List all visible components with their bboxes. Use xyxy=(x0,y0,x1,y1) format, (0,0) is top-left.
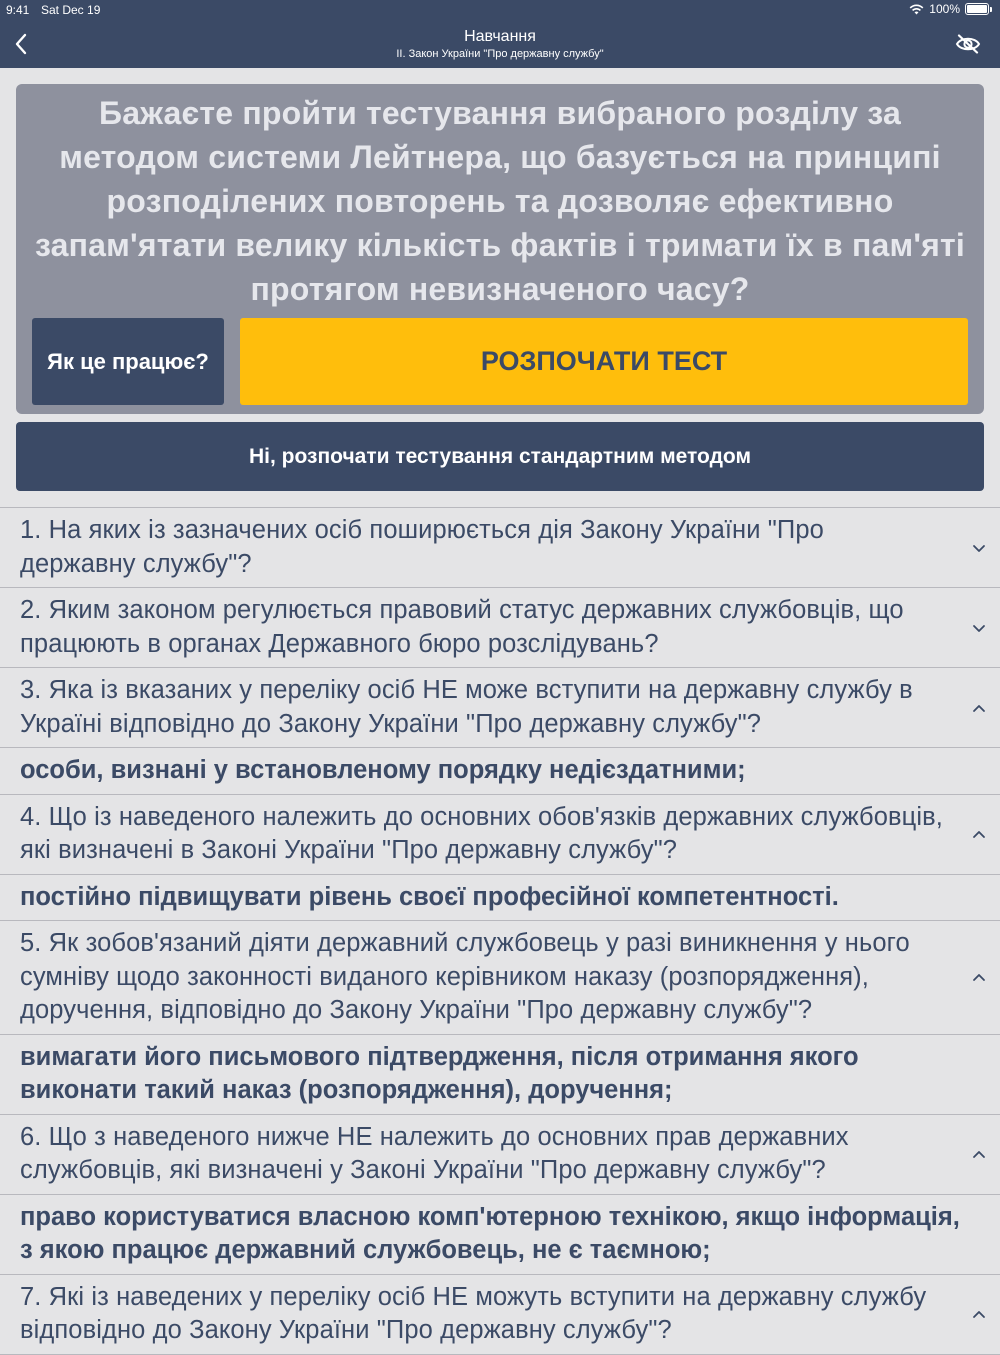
status-right xyxy=(909,2,992,16)
question-list xyxy=(0,507,1000,1355)
question-row[interactable] xyxy=(0,508,1000,588)
answer-text: постійно підвищувати рівень своєї професійної компетентності. xyxy=(20,882,839,911)
chevron-down-icon xyxy=(972,541,986,555)
answer-row xyxy=(0,1035,1000,1115)
answer-row xyxy=(0,875,1000,922)
question-text: 7. Які із наведених у переліку осіб НЕ можуть вступити на державну службу відповідно до Закону України "Про державну службу"? xyxy=(20,1282,927,1344)
question-text: 3. Яка із вказаних у переліку осіб НЕ може вступити на державну службу в Україні відповідно до Закону України "Про державну службу"? xyxy=(20,676,913,738)
leitner-prompt-text: Бажаєте пройти тестування вибраного розділу за методом системи Лейтнера, що базується на принципі розподілених повторень та дозволяє ефективно запам'ятати велику кількість фактів і тримати їх в пам'яті протягом невизначеного часу? xyxy=(34,95,966,307)
question-text: 4. Що із наведеного належить до основних обов'язків державних службовців, які визначені в Законі України "Про державну службу"? xyxy=(20,802,943,864)
chevron-up-icon xyxy=(972,970,986,984)
status-time: 9:41 xyxy=(6,3,30,17)
start-test-button[interactable]: РОЗПОЧАТИ ТЕСТ xyxy=(240,318,968,405)
leitner-prompt-card xyxy=(16,84,984,414)
chevron-up-icon xyxy=(972,827,986,841)
question-text: 6. Що з наведеного нижче НЕ належить до основних прав державних службовців, які визначені у Законі України "Про державну службу"? xyxy=(20,1122,849,1184)
nav-bar xyxy=(0,20,1000,68)
standard-test-button[interactable]: Ні, розпочати тестування стандартним методом xyxy=(16,422,984,491)
question-row[interactable] xyxy=(0,795,1000,875)
battery-icon xyxy=(965,3,989,15)
question-text: 2. Яким законом регулюється правовий статус державних службовців, що працюють в органах Державного бюро розслідувань? xyxy=(20,596,904,658)
answer-row xyxy=(0,1195,1000,1275)
question-row[interactable] xyxy=(0,668,1000,748)
chevron-down-icon xyxy=(972,621,986,635)
chevron-up-icon xyxy=(972,1307,986,1321)
eye-slash-icon xyxy=(955,34,981,54)
question-row[interactable] xyxy=(0,588,1000,668)
status-bar xyxy=(0,0,1000,20)
question-text: 5. Як зобов'язаний діяти державний службовець у разі виникнення у нього сумніву щодо законності виданого керівником наказу (розпорядження), доручення, відповідно до Закону України "Про державну службу"? xyxy=(20,929,910,1024)
wifi-icon xyxy=(909,4,924,15)
question-row[interactable] xyxy=(0,1115,1000,1195)
battery-tip xyxy=(990,7,992,12)
answer-text: вимагати його письмового підтвердження, після отримання якого виконати такий наказ (розпорядження), доручення; xyxy=(20,1042,859,1104)
chevron-up-icon xyxy=(972,1147,986,1161)
question-text: 1. На яких із зазначених осіб поширюється дія Закону України "Про державну службу"? xyxy=(20,516,824,578)
how-it-works-button[interactable]: Як це працює? xyxy=(32,318,224,405)
answer-text: особи, визнані у встановленому порядку недієздатними; xyxy=(20,756,746,784)
question-row[interactable] xyxy=(0,1275,1000,1355)
visibility-toggle-button[interactable] xyxy=(954,32,982,56)
nav-title: Навчання xyxy=(464,28,536,45)
answer-text: право користуватися власною комп'ютерною технікою, якщо інформація, з якою працює державний службовець, не є таємною; xyxy=(20,1202,960,1264)
chevron-up-icon xyxy=(972,701,986,715)
status-date: Sat Dec 19 xyxy=(41,3,101,17)
battery-percent: 100% xyxy=(929,2,960,16)
nav-subtitle: II. Закон України "Про державну службу" xyxy=(396,48,604,60)
question-row[interactable] xyxy=(0,921,1000,1035)
answer-row xyxy=(0,748,1000,795)
